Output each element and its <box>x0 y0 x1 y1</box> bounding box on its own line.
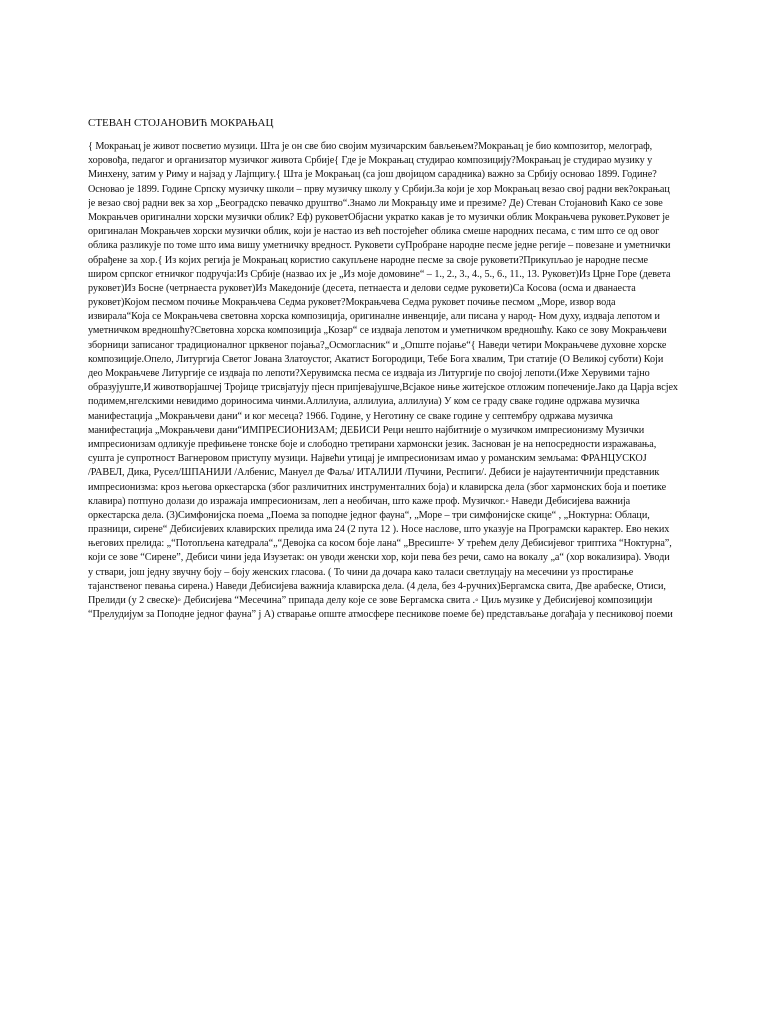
body-text-line: /РАВЕЛ, Дика, Русел/ШПАНИЈИ /Албенис, Мануел де Фаља/ ИТАЛИЈИ /Пучини, Респиги/. Дебиси је најаутентичнији представник <box>88 467 660 479</box>
body-text-line: подимем,нгелскими невидимо дориносима чинми.Аллилуиа, аллилуиа, аллилуиа) У ком се граду сваке године одржава музичка <box>88 396 640 408</box>
body-text-line: руковет)Из Босне (четрнаеста руковет)Из Македоније (десета, петнаеста и делови седме руковети)Са Косова (осма и дванаеста <box>88 282 636 294</box>
body-text-line: уметничком вредношћу?Световна хорска композиција „Козар“ се издваја лепотом и уметничком вредношћу. Како се зову Мокрањчеви <box>88 325 667 337</box>
body-text-line: образујуште,И животворјашчеј Тројице трисвјатују пјесн припјевајушче,Всјакое ниње житејское отложим попеченије.Јако да Царја всјех <box>88 382 678 394</box>
body-text-line: део Мокрањчеве Литургије се издваја по лепоти?Херувимска песма се издваја из Литургије по својој лепоти.(Иже Херувими тајно <box>88 368 650 379</box>
body-text-line: руковет)Којом песмом почиње Мокрањчева Седма руковет?Мокрањчева Седма руковет почиње песмом „Море, извор вода <box>88 297 616 309</box>
body-text-line: оригиналан Мокрањчев хорски музички облик, који је настао из већ постојећег облика смеше народних песама, с тим што се од овог <box>88 226 660 238</box>
body-text-line: хоровођа, педагог и организатор музичког живота Србије{ Где је Мокрањац студирао композицију?Мокрањац је студирао музику у <box>88 155 653 167</box>
body-text-line: “Прелудијум за Поподне једног фауна” ј А) стварање опште атмосфере песникове поеме бе) представљање догађаја у песниковој поеми <box>88 609 673 621</box>
body-text-line: који се зове “Сирене”, Дебиси чини једа Изузетак: он уводи женски хор, који пева без речи, само на вокалу „а“ (хор вокализира). Уводи <box>88 552 670 564</box>
body-text-line: композиције.Опело, Литургија Светог Јована Златоустог, Акатист Богородици, Тебе Бога хвалим, Три статије (О Великој суботи) Који <box>88 353 664 365</box>
body-text-line: облика разликује по томе што има вишу уметничку вредност. Руковети суПробране народне песме једне регије – повезане и уметнички <box>88 240 671 252</box>
body-text-line: Мокрањчев оригинални хорски музички облик? Еф) руковетОбјасни укратко какав је то музички облик Мокрањчева руковет.Руковет је <box>88 211 670 223</box>
body-text-line: широм српског етничког подручја:Из Србије (назвао их је „Из моје домовине“ – 1., 2., 3., 4., 5., 6., 11., 13. Руковет)Из Црне Горе (девета <box>88 268 671 280</box>
body-text-line: зборници записаног традиционалног црквеног појања?„Осмогласник“ и „Опште појање“{ Наведи четири Мокрањчеве духовне хорске <box>88 339 667 351</box>
document-title: СТЕВАН СТОЈАНОВИЋ МОКРАЊАЦ <box>88 117 274 129</box>
body-text-line: импресионизма: кроз његова оркестарска (због различитних инструменталних боја) и клавирска дела (због хармонских боја и поетике <box>88 481 667 493</box>
body-text-line: клавира) потпуно долази до изражаја импресионизам, леп а необичан, што каже проф. Музичког.◦ Наведи Дебисијева важнија <box>88 495 631 507</box>
body-text-line: је везао свој радни век за хор „Београдско певачко друштво“.Знамо ли Мокрањцу име и презиме? Де) Стеван Стојановић Како се зове <box>88 197 663 209</box>
document-body <box>88 140 688 622</box>
body-text-line: сушта је супротност Вагнеровом приступу музици. Највећи утицај је импресионизам имао у романским земљама: ФРАНЦУСКОЈ <box>88 453 647 465</box>
body-text-line: обрађене за хор.{ Из којих регија је Мокрањац користио сакупљене народне песме за своје руковети?Прикупљао је народне песме <box>88 254 649 266</box>
body-text-line: његових прелида: „“Потопљена катедрала“„“Девојка са косом боје лана“ „Вресиште◦ У трећем делу Дебисијевог триптиха “Ноктурна”, <box>88 538 672 550</box>
body-text-line: манифестација „Мокрањчеви дани“ИМПРЕСИОНИЗАМ; ДЕБИСИ Реци нешто најбитније о музичком импресионизму Музички <box>88 424 645 436</box>
body-text-line: Прелиди (у 2 свеске)◦ Дебисијева “Месечина” припада делу које се зове Бергамска свита .◦ Циљ музике у Дебисијевој композицији <box>88 595 653 606</box>
body-text-line: тајанственог певања сирена.) Наведи Дебисијева важнија клавирска дела. (4 дела, без 4-ручних)Бергамска свита, Две арабеске, Отиси, <box>88 580 666 592</box>
body-text-line: празници, сирене“ Дебисијевих клавирских прелида има 24 (2 пута 12 ). Носе наслове, што указује на Програмски карактер. Ево неких <box>88 524 670 536</box>
body-text-line: Основао је 1899. Године Српску музичку школи – прву музичку школу у Србији.За који је хор Мокрањац везао свој радни век?окрањац <box>88 183 670 195</box>
body-text-line: манифестација „Мокрањчеви дани“ и ког месеца? 1966. Године, у Неготину се сваке године у септембру одржава музичка <box>88 410 613 422</box>
body-text-line: оркестарска дела. (3)Симфонијска поема „Поема за поподне једног фауна“, „Море – три симфонијске скице“ , „Ноктурна: Облаци, <box>88 509 650 521</box>
body-text-line: { Мокрањац је живот посветио музици. Шта је он све био својим музичарским бављењем?Мокрањац је био композитор, мелограф, <box>88 141 653 152</box>
body-text-line: извирала“Која се Мокрањчева световна хорска композиција, оригиналне инвенције, али писана у народ- Ном духу, издваја лепотом и <box>88 311 660 323</box>
body-text-line: у ствари, још једну звучну боју – боју женских гласова. ( То чини да дочара како таласи светлуцају на месечини уз простирање <box>88 566 634 578</box>
body-text-line: Минхену, затим у Риму и најзад у Лајпцигу.{ Шта је Мокрањац (са још двојицом сарадника) важно за Србију основао 1899. Године? <box>88 169 657 181</box>
body-text-line: импресионизам одликује префињене тонске боје и слободно третирани хармонски језик. Заснован је на непосредности изражавања, <box>88 438 657 450</box>
